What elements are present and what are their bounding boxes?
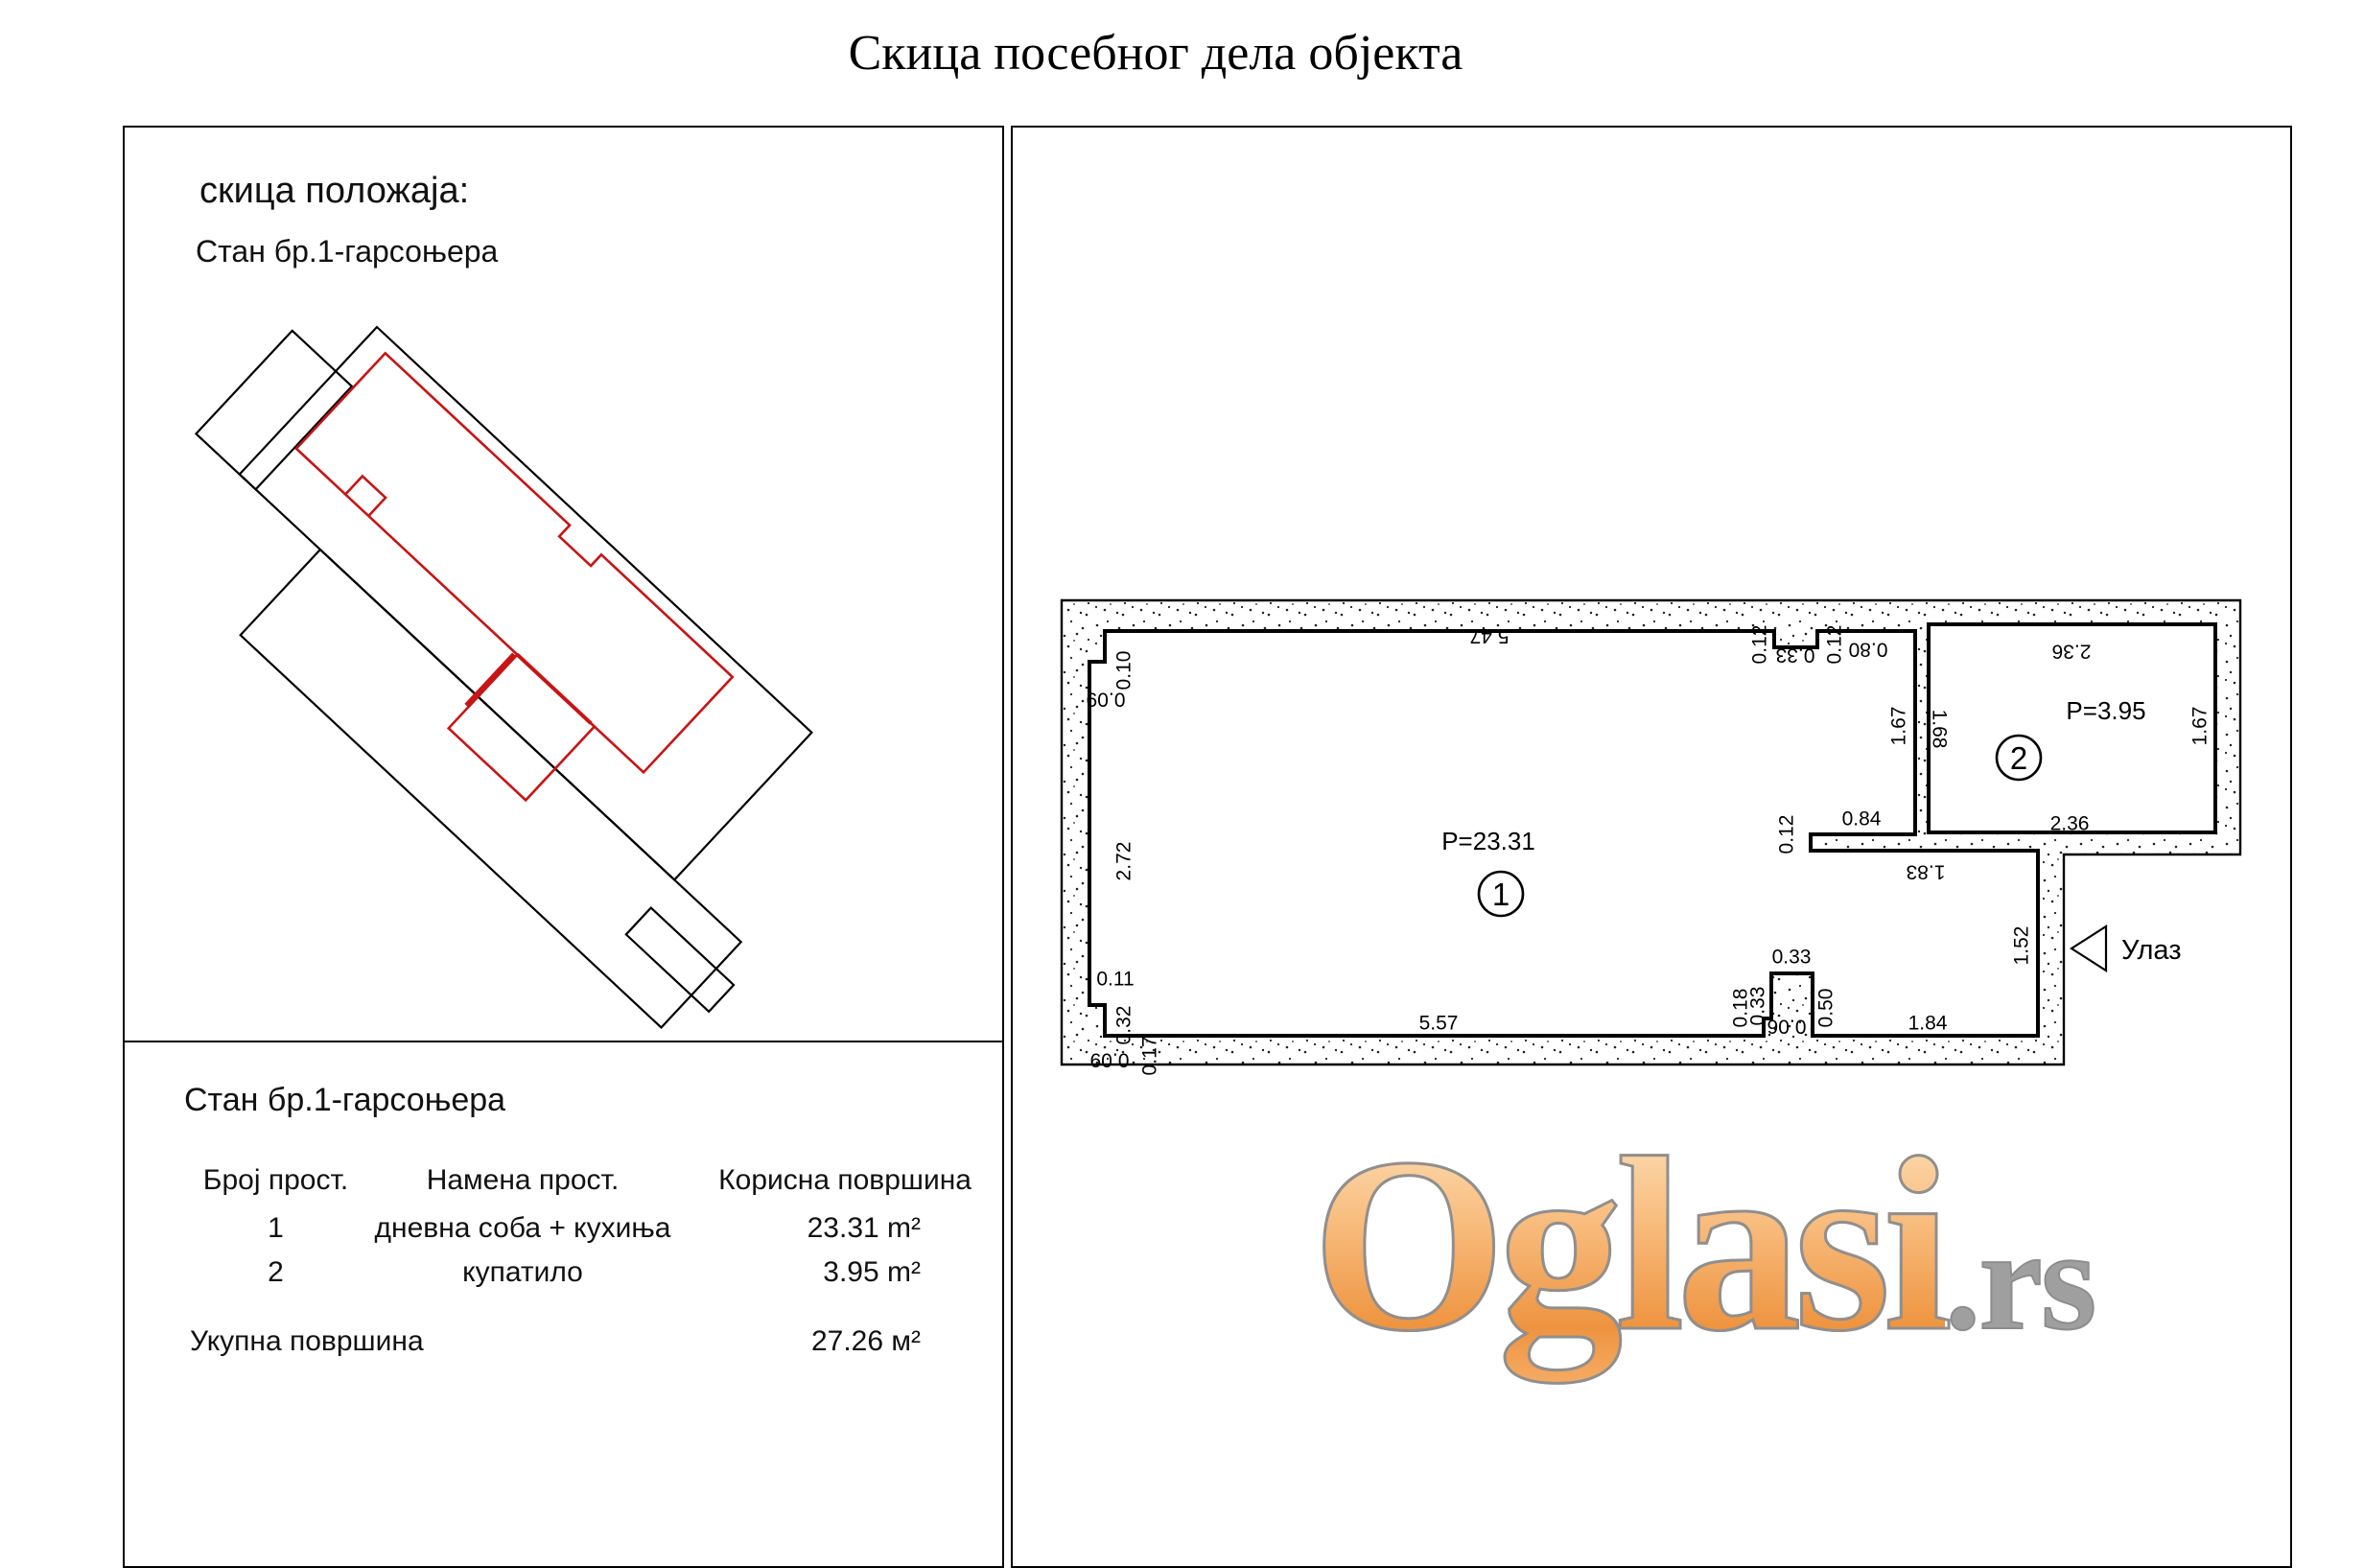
room1-area-label: P=23.31	[1441, 827, 1535, 855]
dimension-label: 2.36	[2049, 812, 2090, 835]
dimension-label: 5.47	[1469, 624, 1510, 647]
dimension-label: 0.11	[1096, 968, 1135, 991]
total-area-label: Укупна површина	[190, 1325, 424, 1357]
left-panel-divider	[123, 1041, 1002, 1042]
room-number-cell: 1	[268, 1212, 284, 1244]
column-header-purpose: Намена прост.	[426, 1164, 620, 1196]
room-area-cell: 23.31 m²	[807, 1212, 921, 1244]
dimension-label: 0.32	[1112, 1005, 1135, 1045]
table-row	[123, 1256, 1002, 1295]
dimension-label: 0.12	[1748, 624, 1771, 665]
column-header-room-number: Број прост.	[202, 1164, 349, 1196]
dimension-label: 0.09	[1089, 1048, 1130, 1071]
dimension-label: 1.84	[1908, 1012, 1948, 1035]
table-title: Стан бр.1-гарсоњера	[184, 1082, 506, 1118]
dimension-label: 0.33	[1771, 946, 1812, 969]
room2-number: 2	[2009, 740, 2028, 776]
building-outline-main	[240, 327, 812, 879]
room-purpose-cell: дневна соба + кухиња	[374, 1212, 671, 1244]
room-area-cell: 3.95 m²	[823, 1256, 921, 1288]
dimension-label: 2.72	[1112, 841, 1135, 881]
room-purpose-cell: купатило	[462, 1256, 583, 1288]
building-outline-annex	[196, 331, 351, 489]
column-header-usable-area: Корисна површина	[718, 1164, 971, 1196]
total-area-value: 27.26 м²	[810, 1325, 921, 1357]
dimension-label: 5.57	[1418, 1012, 1459, 1035]
location-sketch-drawing	[123, 126, 1002, 1039]
dimension-label: 0.10	[1112, 650, 1135, 690]
logo-text-suffix: .rs	[1944, 1201, 2095, 1360]
dimension-label: 0.12	[1775, 814, 1798, 854]
floor-plan-drawing	[1013, 575, 2290, 1112]
dimension-label: 1.67	[1887, 706, 1910, 746]
table-total-row	[123, 1325, 1002, 1364]
table-header-row	[123, 1164, 1002, 1203]
entrance-arrow-icon	[2071, 926, 2106, 971]
room1-inner-outline	[1086, 631, 2038, 1036]
dimension-label: 0.80	[1848, 638, 1888, 661]
dimension-label: 1.67	[2188, 706, 2212, 746]
dimension-label: 0.33	[1746, 986, 1769, 1026]
dimension-label: 0.84	[1841, 807, 1882, 831]
dimension-label: 0.12	[1823, 624, 1846, 665]
dimension-label: 2.36	[2051, 640, 2092, 663]
location-sketch-heading: скица положаја:	[199, 171, 470, 211]
logo-text-main: Oglasi	[1312, 1107, 1945, 1383]
dimension-label: 1.52	[2010, 925, 2033, 966]
dimension-label: 0.50	[1814, 988, 1837, 1028]
dimension-label: 1.83	[1906, 860, 1946, 883]
page-title: Скица посебног дела објекта	[848, 26, 1463, 81]
room1-number: 1	[1491, 877, 1510, 912]
dimension-label: 1.68	[1928, 709, 1951, 749]
oglasi-watermark-logo	[1312, 1107, 2095, 1383]
dimension-label: 0.06	[1767, 1015, 1807, 1038]
table-row	[123, 1212, 1002, 1251]
entrance-label: Улаз	[2121, 935, 2182, 966]
building-outline-lower-wing	[241, 550, 741, 1027]
dimension-label: 0.09	[1086, 688, 1126, 711]
dimension-label: 0.33	[1775, 644, 1815, 667]
building-outline-tail	[626, 908, 734, 1012]
apartment-highlight-outline	[227, 353, 732, 846]
apartment-name-label: Стан бр.1-гарсоњера	[196, 234, 499, 269]
room2-area-label: P=3.95	[2066, 696, 2146, 725]
room-number-cell: 2	[268, 1256, 284, 1288]
dimension-label: 0.18	[1729, 988, 1752, 1028]
dimension-label: 0.17	[1138, 1036, 1161, 1076]
